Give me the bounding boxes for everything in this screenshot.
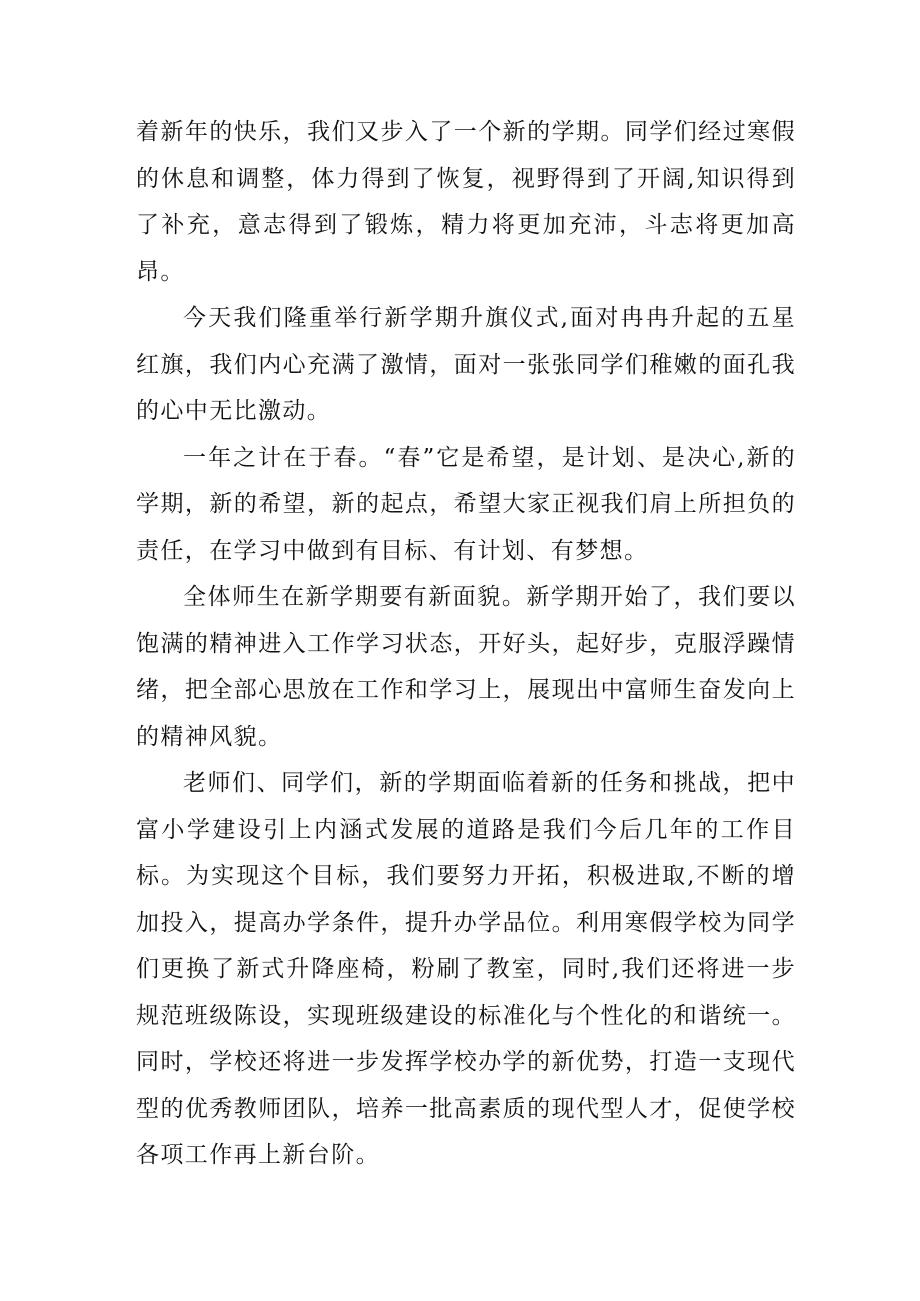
paragraph-flag-ceremony: 今天我们隆重举行新学期升旗仪式,面对冉冉升起的五星红旗，我们内心充满了激情，面对一张张同学们稚嫩的面孔我的心中无比激动。: [136, 305, 796, 424]
paragraph-spring-plan: 一年之计在于春。“春”它是希望，是计划、是决心,新的学期，新的希望，新的起点，希望大家正视我们肩上所担负的责任，在学习中做到有目标、有计划、有梦想。: [136, 444, 796, 564]
paragraph-continuation: 着新年的快乐，我们又步入了一个新的学期。同学们经过寒假的休息和调整，体力得到了恢复，视野得到了开阔,知识得到了补充，意志得到了锻炼，精力将更加充沛，斗志将更加高昂。: [136, 119, 796, 285]
paragraph-new-look: 全体师生在新学期要有新面貌。新学期开始了，我们要以饱满的精神进入工作学习状态，开好头，起好步，克服浮躁情绪，把全部心思放在工作和学习上，展现出中富师生奋发向上的精神风貌。: [136, 584, 796, 750]
paragraph-school-goals: 老师们、同学们，新的学期面临着新的任务和挑战，把中富小学建设引上内涵式发展的道路是我们今后几年的工作目标。为实现这个目标，我们要努力开拓，积极进取,不断的增加投入，提高办学条件，提升办学品位。利用寒假学校为同学们更换了新式升降座椅，粉刷了教室，同时,我们还将进一步规范班级陈设，实现班级建设的标准化与个性化的和谐统一。同时，学校还将进一步发挥学校办学的新优势，打造一支现代型的优秀教师团队，培养一批高素质的现代型人才，促使学校各项工作再上新台阶。: [136, 770, 796, 1168]
document-body: [136, 109, 796, 1179]
